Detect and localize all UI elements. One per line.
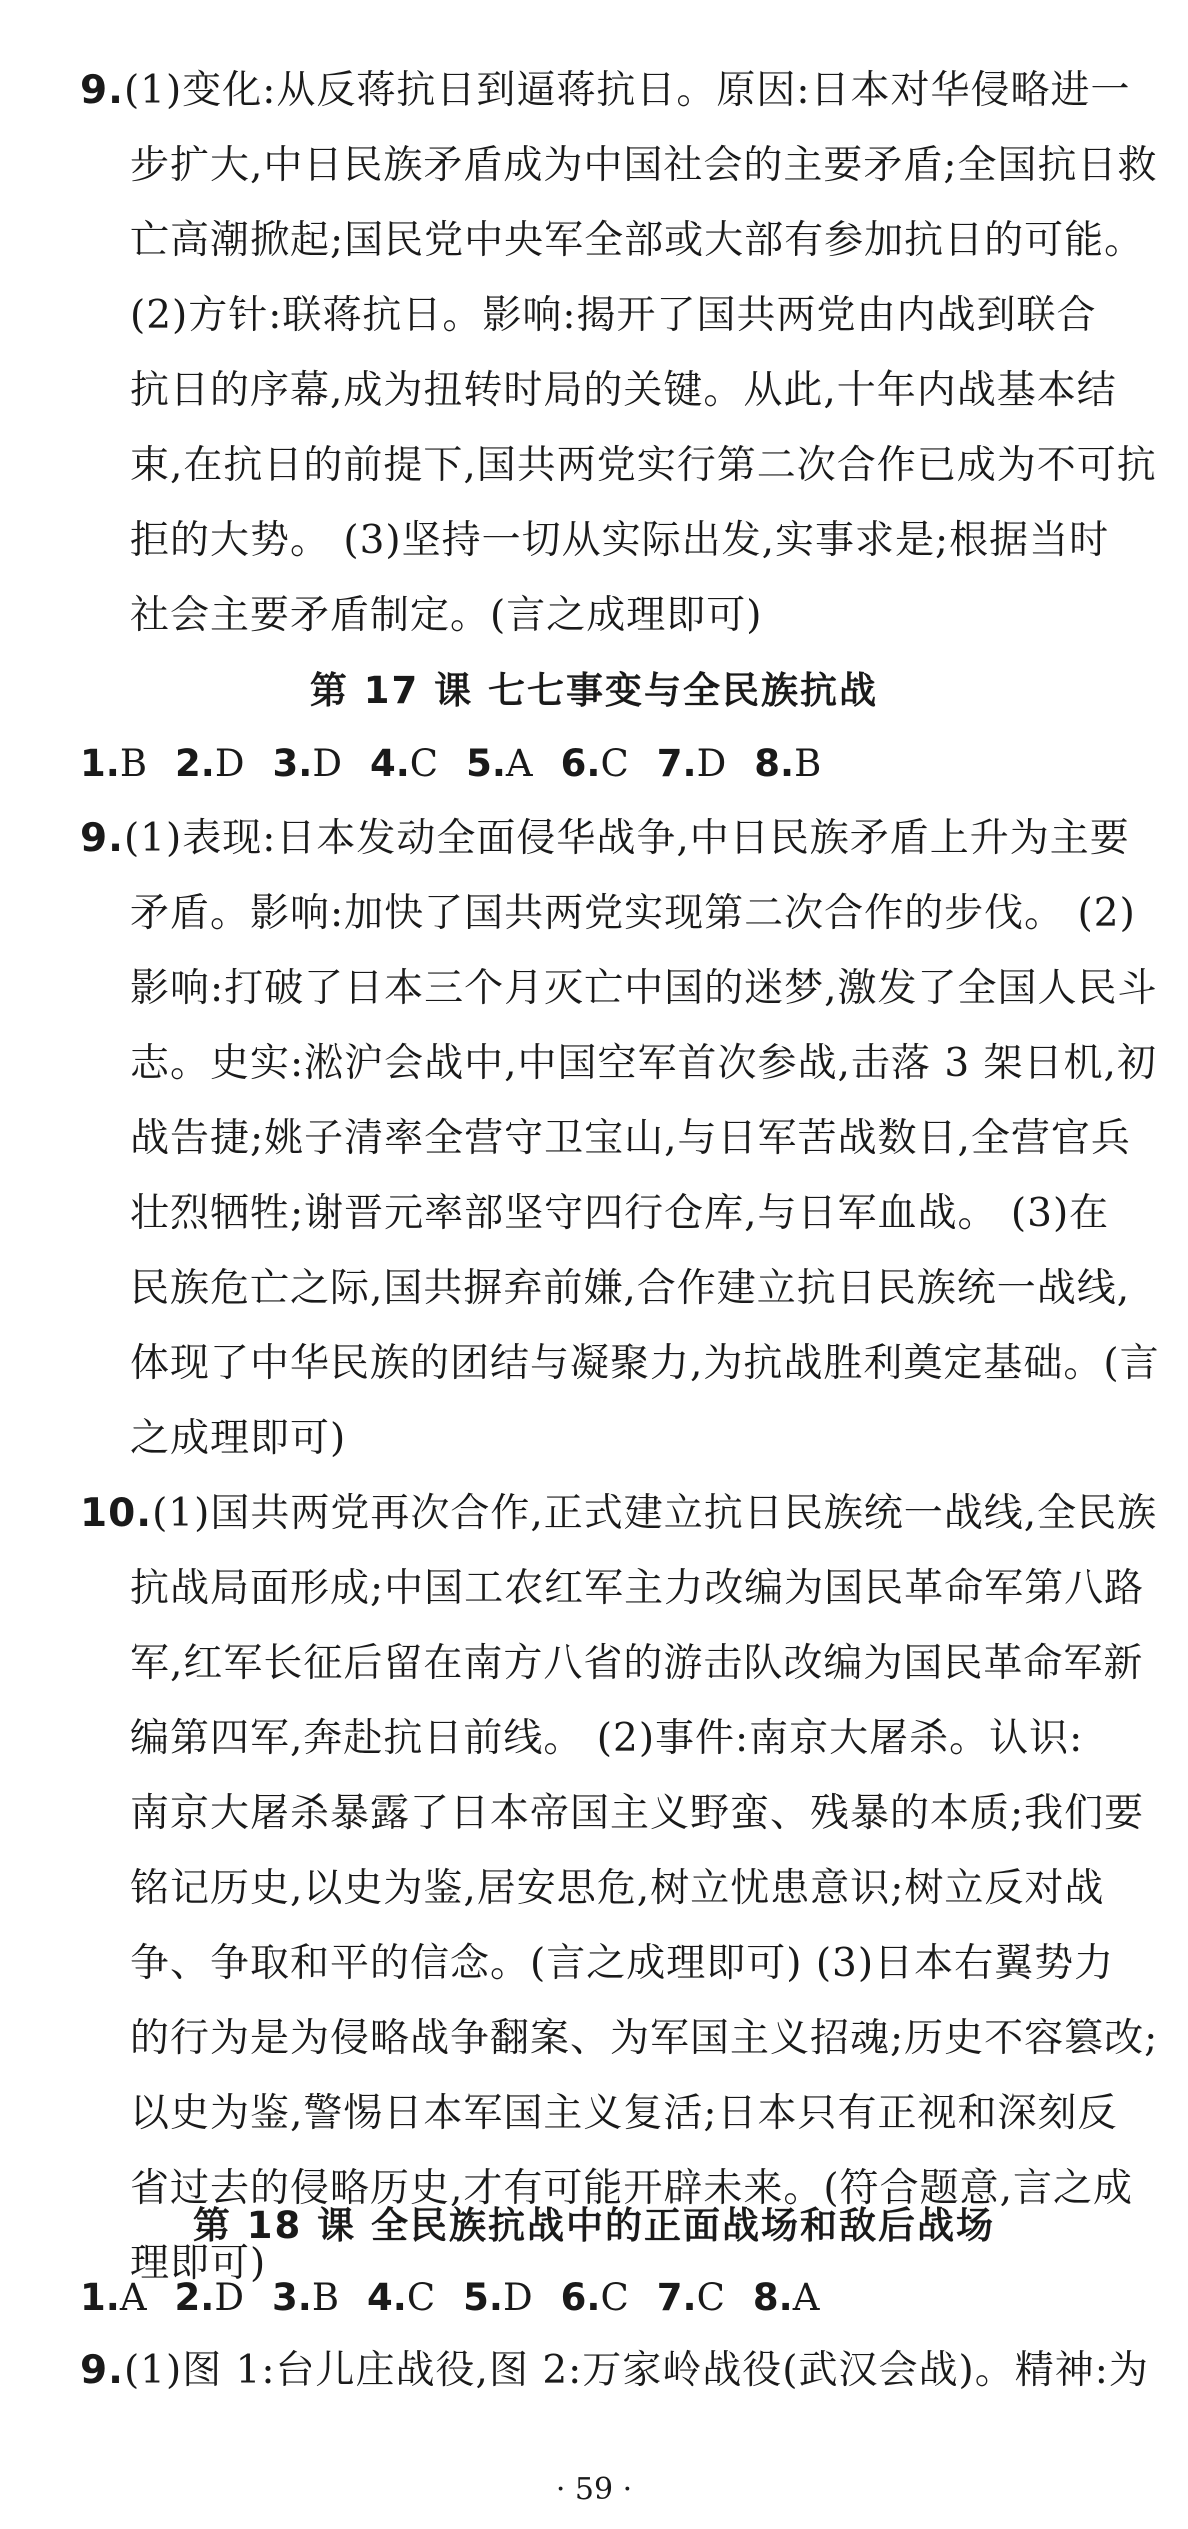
answer-line (130, 2088, 1130, 2140)
choice-answer: 7.D (656, 742, 727, 785)
answer-line (130, 515, 1130, 567)
choice-answer: 1.A (80, 2276, 147, 2319)
choice-answer: 2.D (175, 742, 245, 785)
choice-answer: 1.B (80, 742, 148, 785)
choice-answer: 3.D (272, 742, 342, 785)
answer-line (130, 1713, 1130, 1765)
answer-text: (2)方针:联蒋抗日。影响:揭开了国共两党由内战到联合 (130, 293, 1097, 338)
answer-line (130, 1863, 1130, 1915)
answer-text: 南京大屠杀暴露了日本帝国主义野蛮、残暴的本质;我们要 (130, 1791, 1145, 1836)
answer-text: 编第四军,奔赴抗日前线。 (2)事件:南京大屠杀。认识: (130, 1716, 1084, 1761)
answer-text: (1)变化:从反蒋抗日到逼蒋抗日。原因:日本对华侵略进一 (123, 68, 1131, 113)
answer-text: 战告捷;姚子清率全营守卫宝山,与日军苦战数日,全营官兵 (130, 1116, 1131, 1161)
answer-line (130, 290, 1130, 342)
answer-text: 束,在抗日的前提下,国共两党实行第二次合作已成为不可抗 (130, 443, 1157, 488)
answer-text: 步扩大,中日民族矛盾成为中国社会的主要矛盾;全国抗日救 (130, 143, 1158, 188)
choice-answer: 6.C (560, 742, 629, 785)
choice-answer: 5.D (463, 2276, 533, 2319)
answer-line (130, 1113, 1130, 1165)
answer-line (130, 140, 1158, 192)
answer-text: (1)图 1:台儿庄战役,图 2:万家岭战役(武汉会战)。精神:为 (123, 2348, 1149, 2393)
answer-text: 社会主要矛盾制定。(言之成理即可) (130, 593, 763, 638)
answer-line (80, 813, 1130, 865)
answer-line (80, 65, 1131, 117)
lesson-18-heading: 第 18 课 全民族抗战中的正面战场和敌后战场 (192, 2204, 996, 2247)
choice-answer: 4.C (369, 742, 439, 785)
answer-text: 壮烈牺牲;谢晋元率部坚守四行仓库,与日军血战。 (3)在 (130, 1191, 1110, 1236)
answer-text: 之成理即可) (130, 1416, 347, 1461)
choice-answer: 8.B (754, 742, 822, 785)
answer-text: 以史为鉴,警惕日本军国主义复活;日本只有正视和深刻反 (130, 2091, 1118, 2136)
answer-text: 省过去的侵略历史,才有可能开辟未来。(符合题意,言之成 (130, 2166, 1134, 2211)
answer-text: 亡高潮掀起;国民党中央军全部或大部有参加抗日的可能。 (130, 218, 1145, 263)
choice-answers (80, 738, 849, 790)
question-number: 10. (80, 1491, 153, 1536)
answer-text: 影响:打破了日本三个月灭亡中国的迷梦,激发了全国人民斗 (130, 966, 1158, 1011)
choice-answer: 3.B (272, 2276, 340, 2319)
answer-line (130, 590, 1130, 642)
answer-text: 体现了中华民族的团结与凝聚力,为抗战胜利奠定基础。(言 (130, 1341, 1160, 1386)
answer-line (80, 1488, 1158, 1540)
answer-text: 抗日的序幕,成为扭转时局的关键。从此,十年内战基本结 (130, 368, 1117, 413)
answer-text: 争、争取和平的信念。(言之成理即可) (3)日本右翼势力 (130, 1941, 1115, 1986)
answer-line (130, 1188, 1130, 1240)
answer-line (130, 365, 1130, 417)
choice-answer: 2.D (174, 2276, 245, 2319)
answer-line (130, 1263, 1130, 1315)
choice-answer: 8.A (752, 2276, 820, 2319)
answer-line (130, 1338, 1160, 1390)
answer-text: 的行为是为侵略战争翻案、为军国主义招魂;历史不容篡改; (130, 2016, 1159, 2061)
answer-line (130, 2013, 1159, 2065)
answer-line (130, 1413, 1130, 1465)
answer-line (130, 1938, 1130, 1990)
answer-text: 矛盾。影响:加快了国共两党实现第二次合作的步伐。 (2) (130, 891, 1136, 936)
question-number: 9. (80, 2348, 124, 2393)
answer-text: 铭记历史,以史为鉴,居安思危,树立忧患意识;树立反对战 (130, 1866, 1105, 1911)
lesson-18-choices (80, 2272, 847, 2324)
answer-line (130, 1788, 1145, 1840)
answer-text: 军,红军长征后留在南方八省的游击队改编为国民革命军新 (130, 1641, 1144, 1686)
answer-text: 抗战局面形成;中国工农红军主力改编为国民革命军第八路 (130, 1566, 1145, 1611)
choice-answer: 6.C (560, 2276, 629, 2319)
answer-text: 理即可) (130, 2241, 267, 2286)
answer-line (130, 215, 1145, 267)
lesson-18-q9-line (80, 2345, 1149, 2397)
choice-answer: 4.C (367, 2276, 436, 2319)
answer-line (130, 963, 1158, 1015)
answer-text: (1)表现:日本发动全面侵华战争,中日民族矛盾上升为主要 (123, 816, 1130, 861)
answer-line (130, 1638, 1144, 1690)
answer-text: 拒的大势。 (3)坚持一切从实际出发,实事求是;根据当时 (130, 518, 1110, 563)
choice-answer: 7.C (656, 2276, 725, 2319)
answer-line (130, 1563, 1145, 1615)
answer-text: (1)国共两党再次合作,正式建立抗日民族统一战线,全民族 (152, 1491, 1158, 1536)
choice-answer: 5.A (466, 742, 533, 785)
answer-line (130, 440, 1157, 492)
answer-text: 志。史实:淞沪会战中,中国空军首次参战,击落 3 架日机,初 (130, 1041, 1157, 1086)
page-number: · 59 · (555, 2472, 633, 2507)
answer-line (130, 1038, 1157, 1090)
question-number: 9. (80, 68, 124, 113)
question-number: 9. (80, 816, 124, 861)
answer-text: 民族危亡之际,国共摒弃前嫌,合作建立抗日民族统一战线, (130, 1266, 1131, 1311)
lesson-heading: 第 17 课 七七事变与全民族抗战 (309, 669, 879, 712)
answer-line (130, 888, 1136, 940)
